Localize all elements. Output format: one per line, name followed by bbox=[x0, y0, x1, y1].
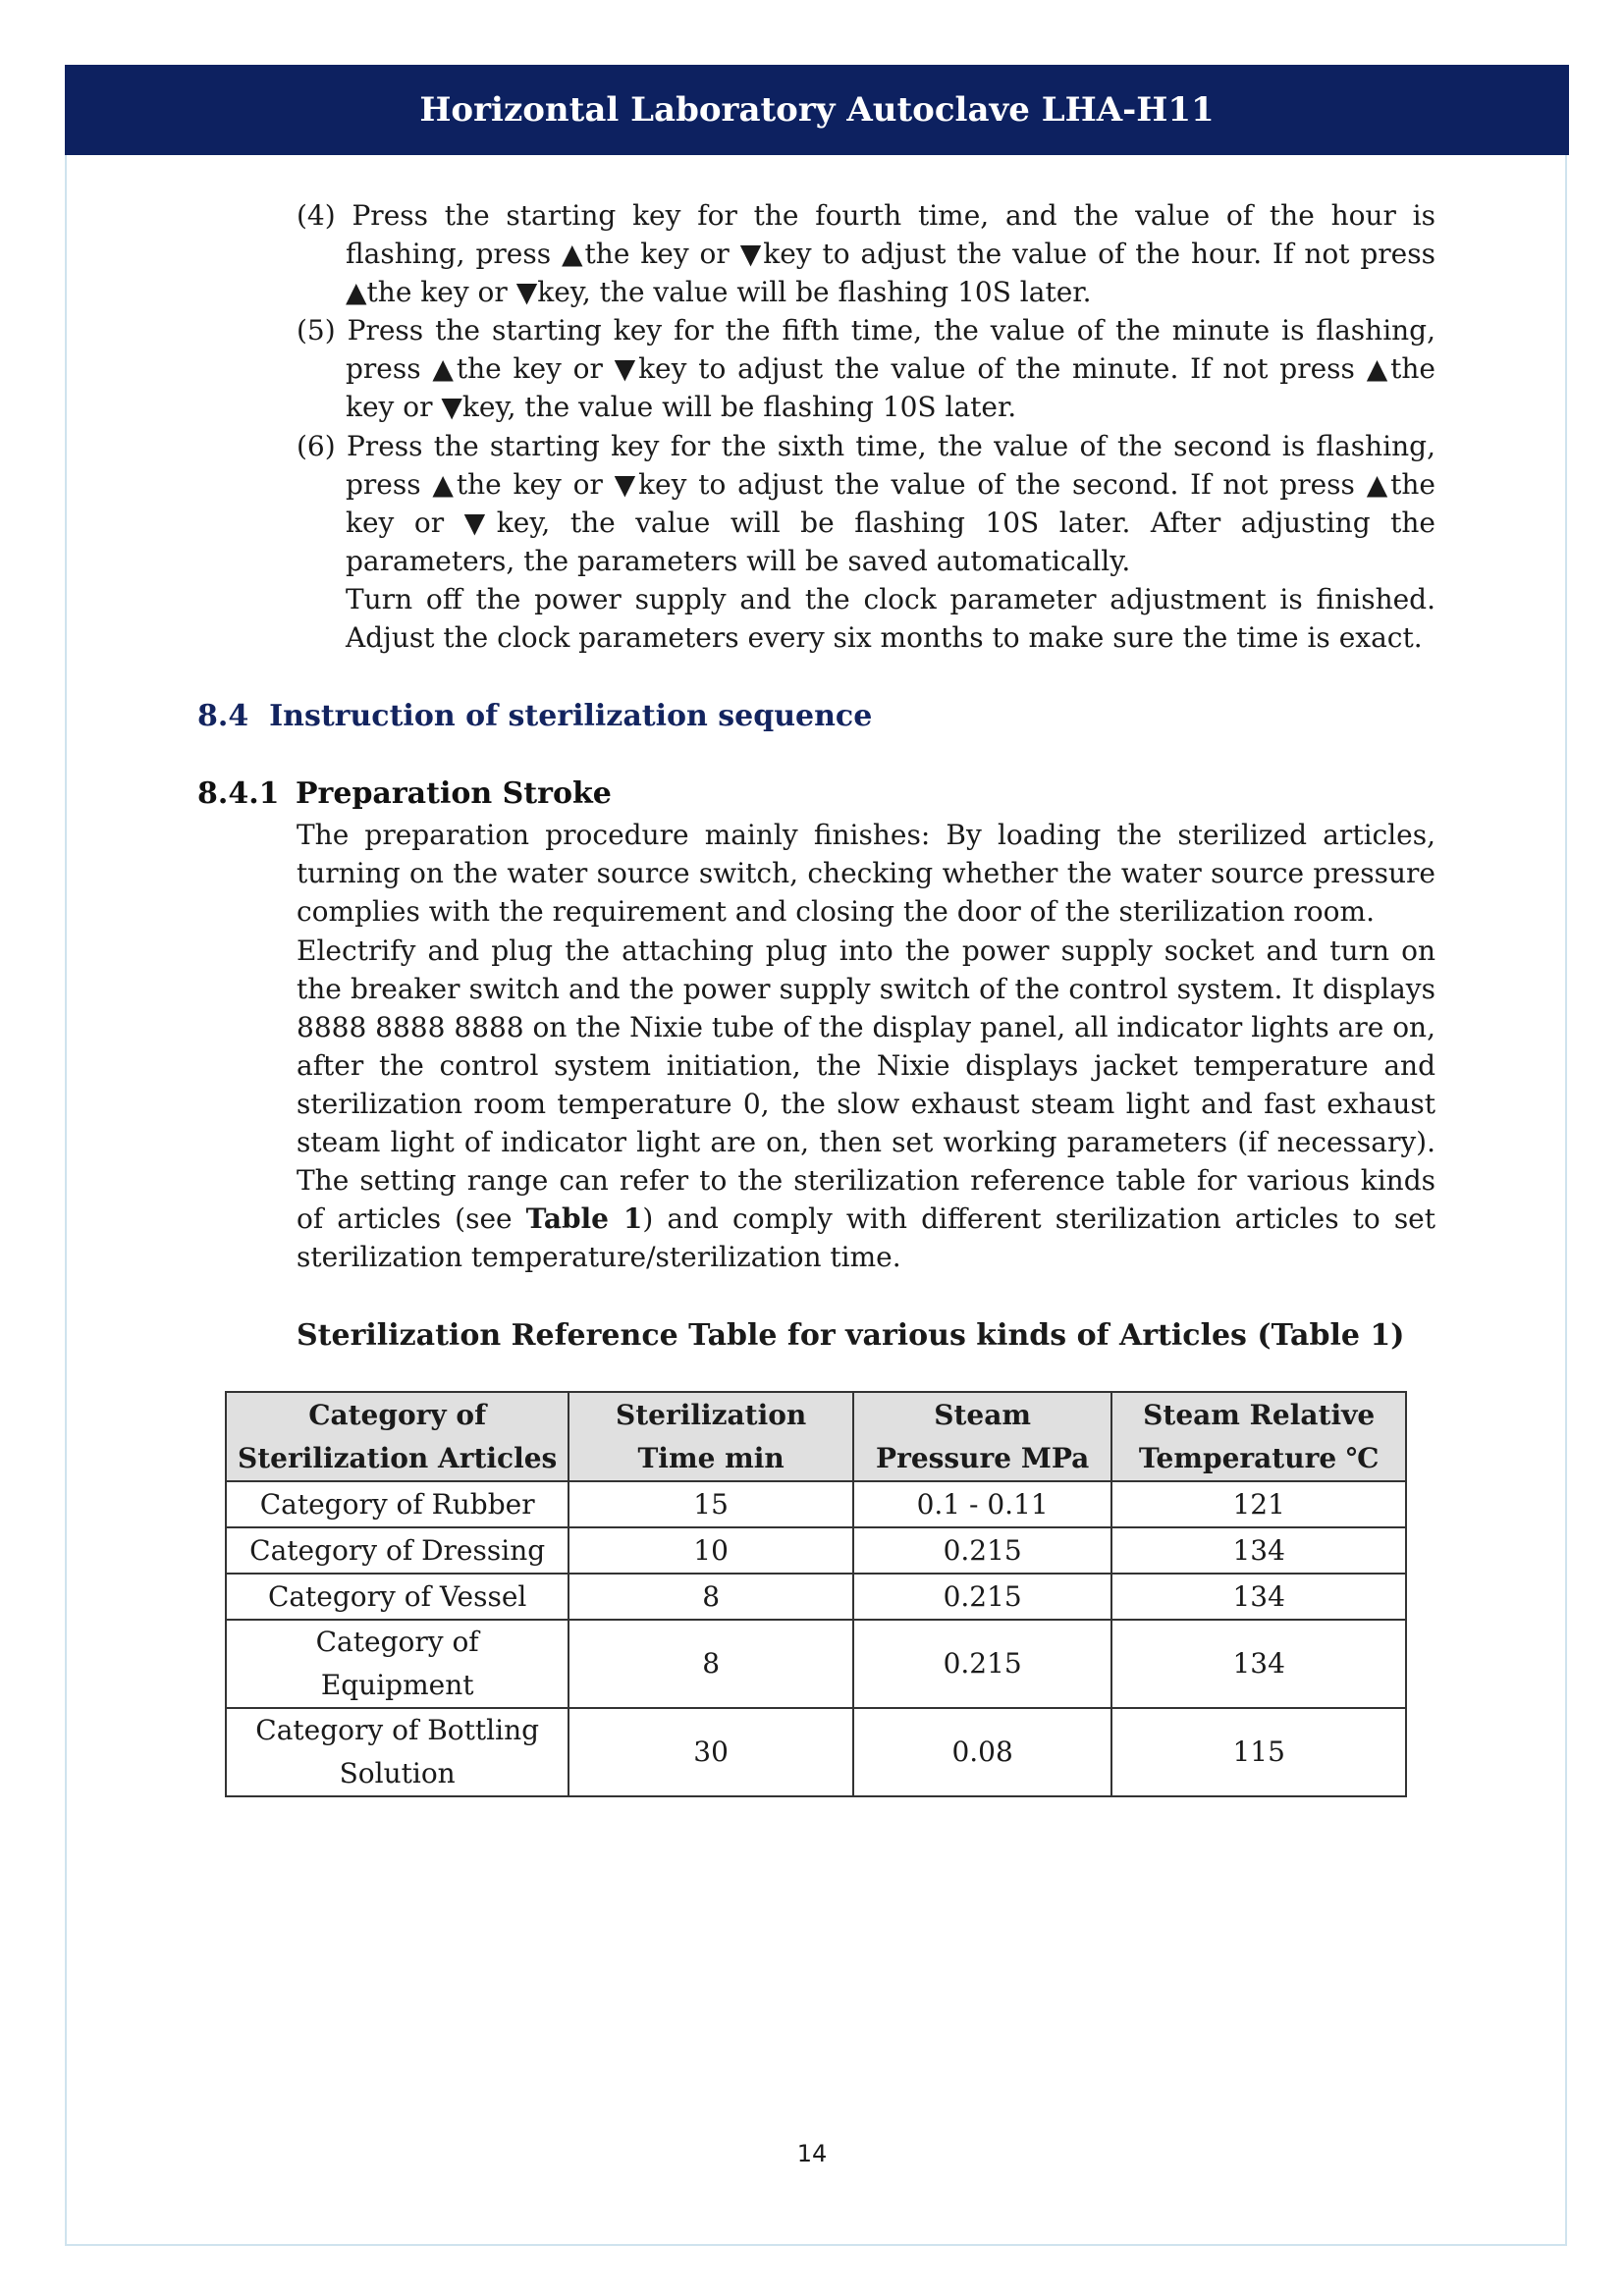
table-row bbox=[226, 1574, 1406, 1620]
paragraph-1-text: The preparation procedure mainly finishes: By loading the sterilized articles, turning on the water source switch, checking whether the water source pressure complies with the requirement and closing the door of the sterilization room. bbox=[297, 819, 1435, 928]
cell-time: 10 bbox=[568, 1527, 853, 1574]
header-category: Category of Sterilization Articles bbox=[226, 1392, 568, 1481]
cell-pressure: 0.215 bbox=[853, 1620, 1111, 1708]
section-title: Instruction of sterilization sequence bbox=[269, 699, 873, 733]
subsection-title: Preparation Stroke bbox=[296, 776, 612, 811]
step-text: Press the starting key for the sixth time, the value of the second is flashing, press ▲the key or ▼key to adjust the value of the second. If not press ▲the key or ▼key, the value will be flashing 10S later. After adjusting the parameters, the parameters will be saved automatically. bbox=[346, 430, 1435, 577]
header-time: Sterilization Time min bbox=[568, 1392, 853, 1481]
cell-pressure: 0.215 bbox=[853, 1574, 1111, 1620]
cell-category: Category of Rubber bbox=[226, 1481, 568, 1527]
cell-category: Category of Dressing bbox=[226, 1527, 568, 1574]
step-5 bbox=[297, 311, 1435, 426]
cell-time: 30 bbox=[568, 1708, 853, 1796]
cell-category: Category of Bottling Solution bbox=[226, 1708, 568, 1796]
step-text: Press the starting key for the fifth time, the value of the minute is flashing, press ▲the key or ▼key to adjust the value of the minute. If not press ▲the key or ▼key, the value will be flashing 10S later. bbox=[346, 314, 1436, 423]
cell-time: 15 bbox=[568, 1481, 853, 1527]
step-4 bbox=[297, 196, 1435, 311]
page-header bbox=[65, 65, 1569, 155]
cell-temperature: 121 bbox=[1111, 1481, 1406, 1527]
cell-pressure: 0.08 bbox=[853, 1708, 1111, 1796]
closing-note-text: Turn off the power supply and the clock parameter adjustment is finished. Adjust the clock parameters every six months to make sure the time is exact. bbox=[346, 583, 1435, 654]
header-pressure: Steam Pressure MPa bbox=[853, 1392, 1111, 1481]
table-caption: Sterilization Reference Table for various kinds of Articles (Table 1) bbox=[297, 1318, 1405, 1353]
cell-temperature: 134 bbox=[1111, 1620, 1406, 1708]
paragraph-2-text-after: ) and comply with different sterilization articles to set sterilization temperature/sterilization time. bbox=[297, 1202, 1436, 1273]
document-title: Horizontal Laboratory Autoclave LHA-H11 bbox=[419, 90, 1215, 130]
table-row bbox=[226, 1527, 1406, 1574]
cell-time: 8 bbox=[568, 1620, 853, 1708]
cell-temperature: 115 bbox=[1111, 1708, 1406, 1796]
table-header-row bbox=[226, 1392, 1406, 1481]
table-row bbox=[226, 1620, 1406, 1708]
cell-time: 8 bbox=[568, 1574, 853, 1620]
table-row bbox=[226, 1481, 1406, 1527]
cell-temperature: 134 bbox=[1111, 1527, 1406, 1574]
section-number: 8.4 bbox=[197, 699, 249, 733]
page-number: 14 bbox=[796, 2140, 828, 2167]
step-number: (6) bbox=[297, 430, 336, 462]
cell-pressure: 0.215 bbox=[853, 1527, 1111, 1574]
header-temperature: Steam Relative Temperature ℃ bbox=[1111, 1392, 1406, 1481]
paragraph-electrify bbox=[297, 932, 1435, 1276]
closing-note bbox=[297, 580, 1435, 657]
table-row bbox=[226, 1708, 1406, 1796]
cell-category: Category of Vessel bbox=[226, 1574, 568, 1620]
step-number: (4) bbox=[297, 199, 336, 232]
cell-category: Category of Equipment bbox=[226, 1620, 568, 1708]
sterilization-reference-table bbox=[225, 1391, 1407, 1797]
step-text: Press the starting key for the fourth time, and the value of the hour is flashing, press ▲the key or ▼key to adjust the value of the hour. If not press ▲the key or ▼key, the value will be flashing 10S later. bbox=[346, 199, 1435, 308]
section-heading bbox=[197, 699, 872, 733]
paragraph-preparation bbox=[297, 816, 1435, 931]
cell-temperature: 134 bbox=[1111, 1574, 1406, 1620]
subsection-number: 8.4.1 bbox=[197, 776, 280, 811]
subsection-heading bbox=[197, 776, 612, 811]
step-number: (5) bbox=[297, 314, 336, 347]
table-reference: Table 1 bbox=[525, 1202, 643, 1235]
paragraph-2-text-before: Electrify and plug the attaching plug into the power supply socket and turn on the breaker switch and the power supply switch of the control system. It displays 8888 8888 8888 on the Nixie tube of the display panel, all indicator lights are on, after the control system initiation, the Nixie displays jacket temperature and sterilization room temperature 0, the slow exhaust steam light and fast exhaust steam light of indicator light are on, then set working parameters (if necessary). The setting range can refer to the sterilization reference table for various kinds of articles (see bbox=[297, 934, 1435, 1235]
step-6 bbox=[297, 427, 1435, 580]
cell-pressure: 0.1 - 0.11 bbox=[853, 1481, 1111, 1527]
